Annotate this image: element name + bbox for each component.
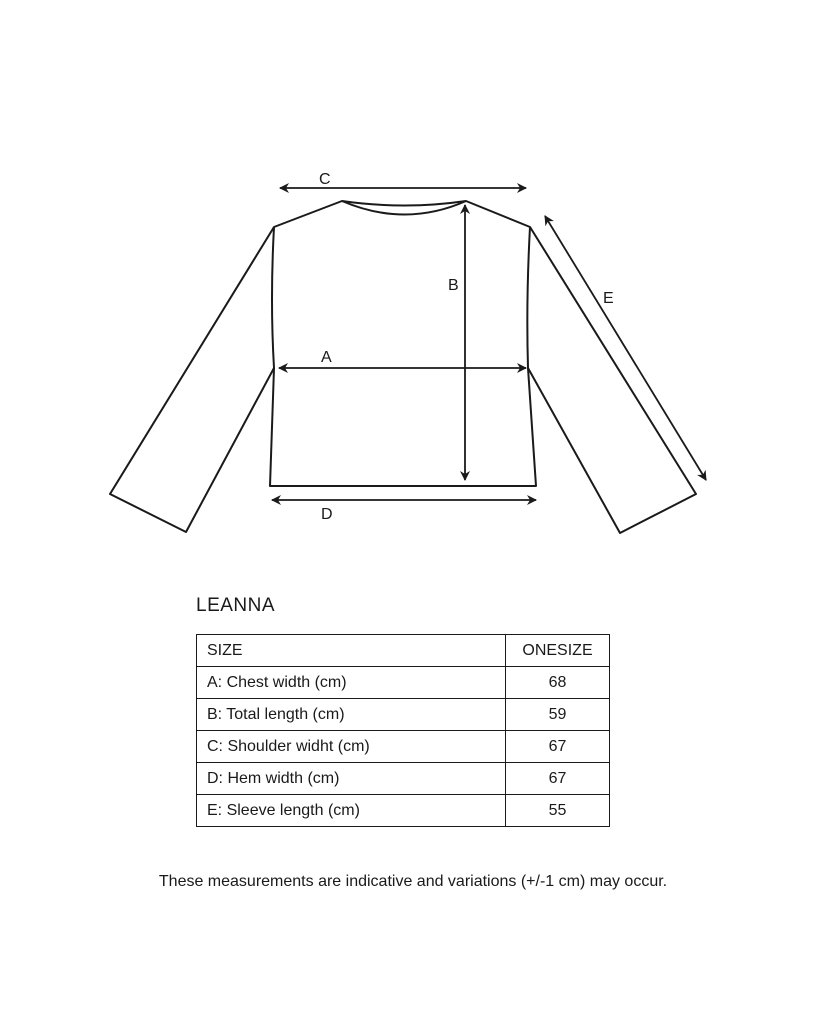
- sweater-body: [270, 201, 536, 486]
- row-label: C: Shoulder widht (cm): [197, 731, 506, 763]
- row-label: E: Sleeve length (cm): [197, 795, 506, 827]
- row-label: A: Chest width (cm): [197, 667, 506, 699]
- measurement-arrows: [272, 188, 706, 500]
- product-name: LEANNA: [196, 595, 276, 616]
- table-row: [197, 763, 610, 795]
- table-row: [197, 667, 610, 699]
- header-size: SIZE: [197, 635, 506, 667]
- table-header-row: [197, 635, 610, 667]
- sweater-outline: [110, 201, 696, 533]
- row-value: 55: [506, 795, 610, 827]
- label-a: A: [321, 349, 332, 366]
- label-e: E: [603, 290, 614, 307]
- row-value: 59: [506, 699, 610, 731]
- sweater-neckline: [342, 201, 466, 206]
- table-row: [197, 795, 610, 827]
- table-row: [197, 731, 610, 763]
- size-table: [196, 634, 610, 827]
- row-label: D: Hem width (cm): [197, 763, 506, 795]
- left-sleeve: [110, 227, 274, 532]
- row-label: B: Total length (cm): [197, 699, 506, 731]
- table-row: [197, 699, 610, 731]
- right-sleeve: [528, 227, 696, 533]
- row-value: 67: [506, 763, 610, 795]
- label-d: D: [321, 506, 333, 523]
- label-c: C: [319, 171, 331, 188]
- row-value: 67: [506, 731, 610, 763]
- header-onesize: ONESIZE: [506, 635, 610, 667]
- measurement-disclaimer: These measurements are indicative and variations (+/-1 cm) may occur.: [158, 873, 668, 890]
- label-b: B: [448, 277, 459, 294]
- row-value: 68: [506, 667, 610, 699]
